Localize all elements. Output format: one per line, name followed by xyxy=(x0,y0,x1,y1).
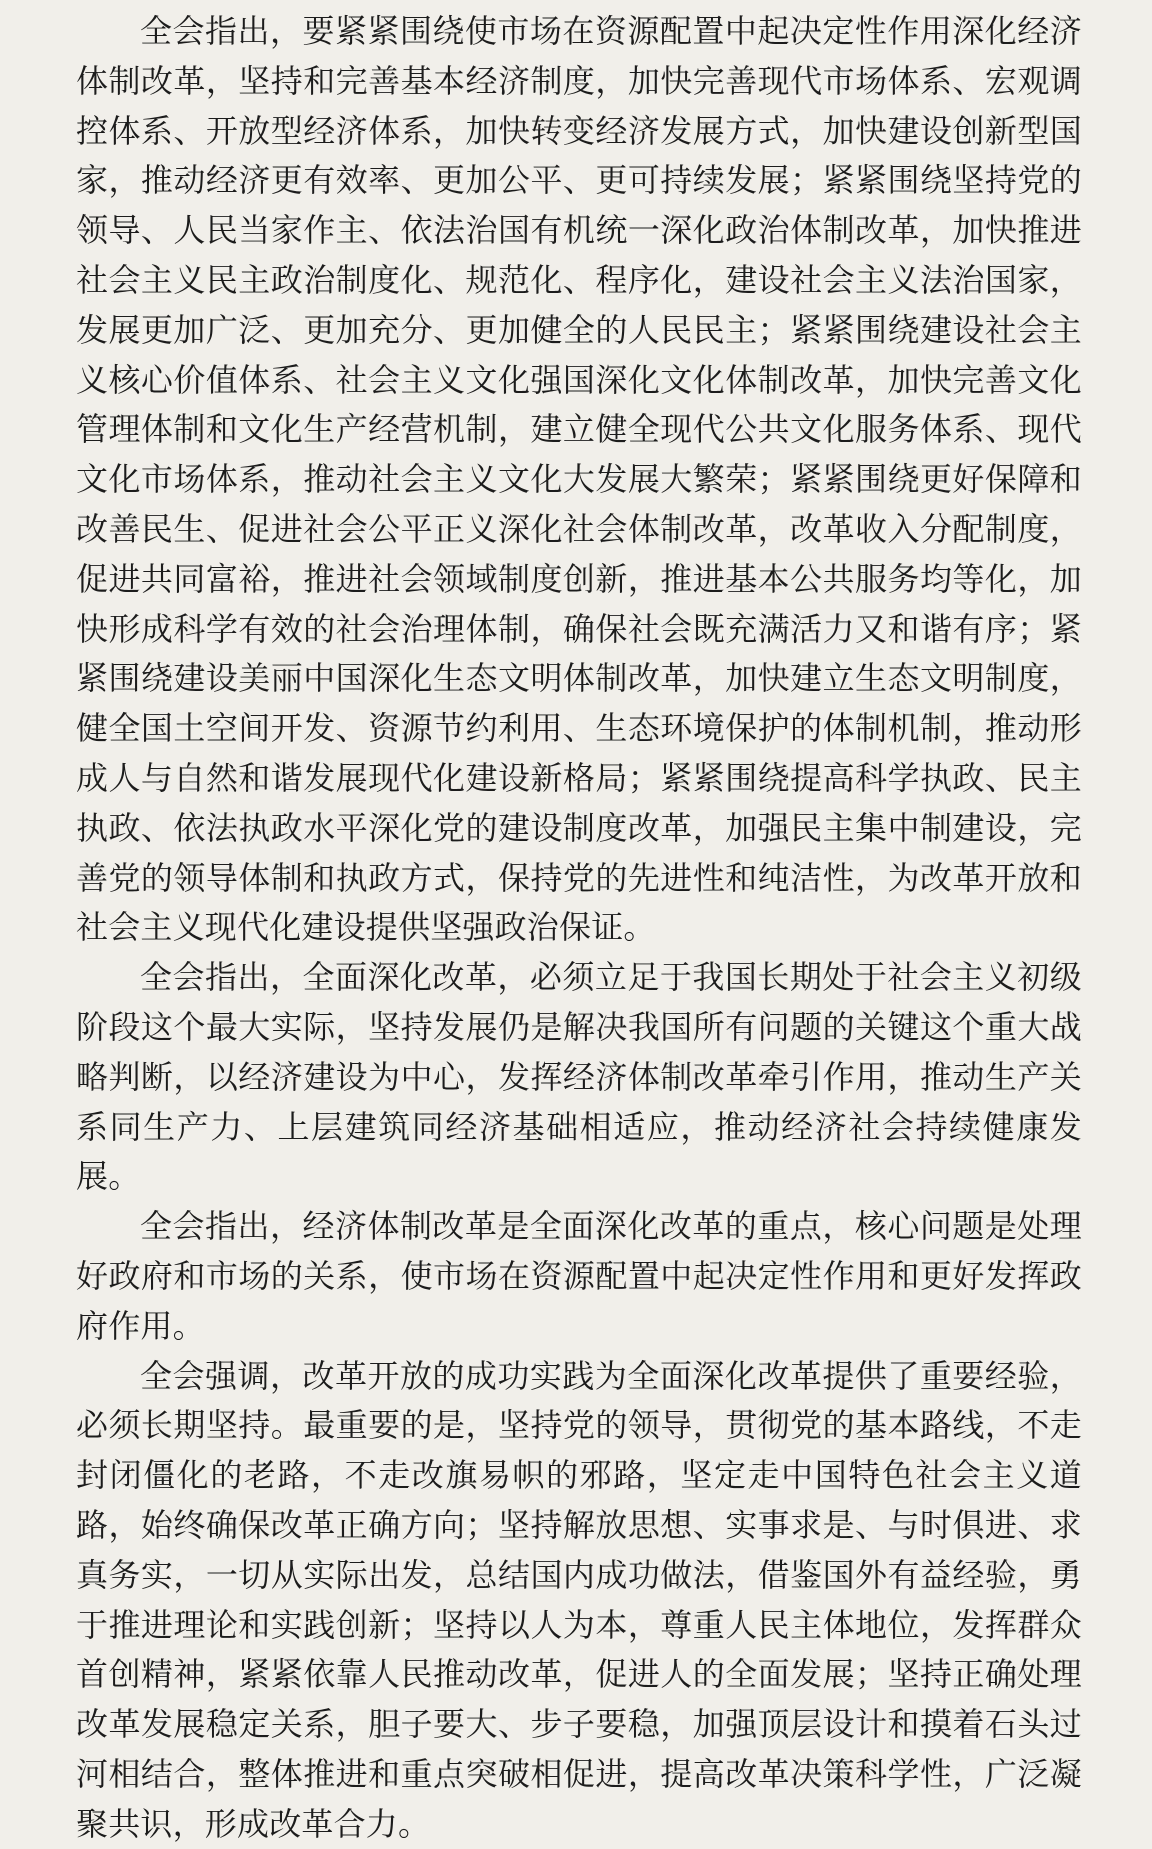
paragraph-reform-experience: 全会强调，改革开放的成功实践为全面深化改革提供了重要经验，必须长期坚持。最重要的是，坚持党的领导，贯彻党的基本路线，不走封闭僵化的老路，不走改旗易帜的邪路，坚定走中国特色社会主义道路，始终确保改革正确方向；坚持解放思想、实事求是、与时俱进、求真务实，一切从实际出发，总结国内成功做法，借鉴国外有益经验，勇于推进理论和实践创新；坚持以人为本，尊重人民主体地位，发挥群众首创精神，紧紧依靠人民推动改革，促进人的全面发展；坚持正确处理改革发展稳定关系，胆子要大、步子要稳，加强顶层设计和摸着石头过河相结合，整体推进和重点突破相促进，提高改革决策科学性，广泛凝聚共识，形成改革合力。 xyxy=(76,1357,1082,1842)
paragraph-primary-stage-basis: 全会指出，全面深化改革，必须立足于我国长期处于社会主义初级阶段这个最大实际，坚持发展仍是解决我国所有问题的关键这个重大战略判断，以经济建设为中心，发挥经济体制改革牵引作用，推动生产关系同生产力、上层建筑同经济基础相适应，推动经济社会持续健康发展。 xyxy=(76,959,1082,1195)
paragraph-economic-reform-focus: 全会指出，经济体制改革是全面深化改革的重点，核心问题是处理好政府和市场的关系，使市场在资源配置中起决定性作用和更好发挥政府作用。 xyxy=(76,1208,1082,1344)
paragraph-overall-reform-goals: 全会指出，要紧紧围绕使市场在资源配置中起决定性作用深化经济体制改革，坚持和完善基本经济制度，加快完善现代市场体系、宏观调控体系、开放型经济体系，加快转变经济发展方式，加快建设创新型国家，推动经济更有效率、更加公平、更可持续发展；紧紧围绕坚持党的领导、人民当家作主、依法治国有机统一深化政治体制改革，加快推进社会主义民主政治制度化、规范化、程序化，建设社会主义法治国家，发展更加广泛、更加充分、更加健全的人民民主；紧紧围绕建设社会主义核心价值体系、社会主义文化强国深化文化体制改革，加快完善文化管理体制和文化生产经营机制，建立健全现代公共文化服务体系、现代文化市场体系，推动社会主义文化大发展大繁荣；紧紧围绕更好保障和改善民生、促进社会公平正义深化社会体制改革，改革收入分配制度，促进共同富裕，推进社会领域制度创新，推进基本公共服务均等化，加快形成科学有效的社会治理体制，确保社会既充满活力又和谐有序；紧紧围绕建设美丽中国深化生态文明体制改革，加快建立生态文明制度，健全国土空间开发、资源节约利用、生态环境保护的体制机制，推动形成人与自然和谐发展现代化建设新格局；紧紧围绕提高科学执政、民主执政、依法执政水平深化党的建设制度改革，加强民主集中制建设，完善党的领导体制和执政方式，保持党的先进性和纯洁性，为改革开放和社会主义现代化建设提供坚强政治保证。 xyxy=(76,13,1082,946)
